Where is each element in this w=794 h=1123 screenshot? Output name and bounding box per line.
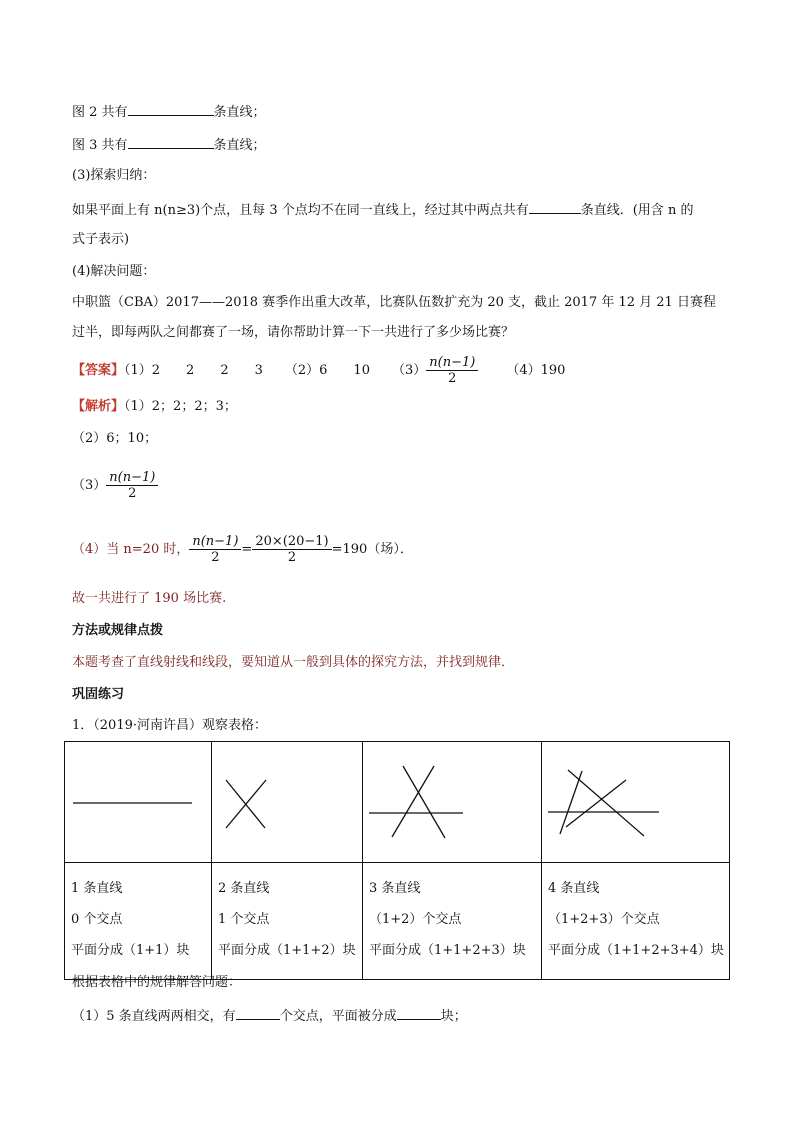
figure-3-lines — [363, 742, 541, 858]
figure-4-line-rising — [566, 780, 626, 827]
analysis-eq-fraction2-denominator: 2 — [287, 550, 297, 565]
q3-line1-suffix: 条直线．(用含 n 的 — [580, 203, 694, 218]
cell-3-regions: 平面分成（1+1+2+3）块 — [369, 943, 526, 958]
sub1-regions-blank[interactable] — [397, 1005, 441, 1020]
cell-3-points: （1+2）个交点 — [369, 912, 462, 927]
method-heading: 方法或规律点拨 — [72, 623, 164, 638]
answer-part1: （1）2 2 2 3 — [124, 363, 263, 378]
sub1-points-blank[interactable] — [236, 1005, 280, 1020]
q3-heading: (3)探索归纳： — [72, 168, 156, 183]
q3-line1-prefix: 如果平面上有 n(n≥3)个点，且每 3 个点均不在同一直线上，经过其中两点共有 — [72, 203, 529, 218]
answer-part3: （3） — [391, 363, 427, 378]
figure-3-line-rising — [392, 766, 434, 837]
figure-4-line-falling — [568, 770, 644, 836]
answer-part2: （2）6 10 — [284, 363, 370, 378]
fig2-suffix: 条直线； — [213, 105, 266, 120]
figure-cell-1-line — [65, 742, 212, 863]
fig3-suffix: 条直线； — [213, 138, 266, 153]
analysis-fraction-denominator: 2 — [128, 486, 137, 501]
fig3-answer-blank[interactable] — [128, 134, 214, 149]
cell-1-points: 0 个交点 — [71, 912, 123, 927]
figure-cell-3-lines — [363, 742, 542, 863]
table-text-row — [65, 863, 730, 980]
cell-4-regions: 平面分成（1+1+2+3+4）块 — [548, 943, 724, 958]
figure-cell-4-lines — [542, 742, 730, 863]
analysis-conclusion: 故一共进行了 190 场比赛. — [72, 591, 227, 606]
analysis-part3-prefix: （3） — [72, 478, 107, 493]
observation-table — [64, 741, 730, 980]
answer-line — [72, 355, 565, 386]
fig3-prefix: 图 3 共有 — [72, 138, 128, 153]
cell-2-regions: 平面分成（1+1+2）块 — [218, 943, 356, 958]
figure-2-lines — [212, 742, 362, 858]
cell-4-lines: 4 条直线 — [548, 881, 600, 896]
analysis-eq-fraction2 — [252, 534, 331, 565]
figure-cell-2-lines — [212, 742, 363, 863]
q4-line2: 过半，即每两队之间都赛了一场，请你帮助计算一下一共进行了多少场比赛？ — [72, 325, 515, 340]
sub1-part-a: （1）5 条直线两两相交，有 — [72, 1009, 236, 1024]
cell-2-lines: 2 条直线 — [218, 881, 270, 896]
method-text: 本题考查了直线射线和线段，要知道从一般到具体的探究方法，并找到规律． — [72, 655, 515, 670]
q3-line2: 式子表示) — [72, 232, 130, 247]
analysis-line4 — [72, 534, 413, 565]
answer-fraction — [426, 355, 478, 386]
practice-q1-intro: 1．（2019·河南许昌）观察表格： — [72, 718, 267, 733]
analysis-line1 — [72, 398, 237, 416]
answer-tag: 【答案】 — [72, 363, 125, 378]
analysis-eq-fraction1-numerator: n(n−1) — [189, 534, 241, 550]
fig2-line — [72, 101, 266, 122]
practice-heading: 巩固练习 — [72, 687, 125, 702]
analysis-eq-result: =190（场）． — [331, 542, 413, 557]
fig2-prefix: 图 2 共有 — [72, 105, 128, 120]
figure-3-line-falling — [403, 766, 445, 838]
q3-answer-blank[interactable] — [529, 199, 581, 214]
analysis-fraction-numerator: n(n−1) — [106, 470, 158, 486]
sub1-part-b: 个交点，平面被分成 — [279, 1009, 397, 1024]
q4-line1: 中职篮（CBA）2017——2018 赛季作出重大改革，比赛队伍数扩充为 20 支，截止 2017 年 12 月 21 日赛程 — [72, 295, 716, 310]
analysis-line2: （2）6；10； — [72, 431, 158, 446]
figure-4-lines — [542, 742, 728, 858]
answer-fraction-denominator: 2 — [448, 371, 457, 386]
table-cell-2 — [212, 863, 363, 980]
q3-line1 — [72, 199, 693, 220]
table-cell-3 — [363, 863, 542, 980]
analysis-tag: 【解析】 — [72, 399, 125, 414]
analysis-line3 — [72, 470, 158, 501]
figure-4-line-steep — [560, 771, 582, 834]
analysis-part1: （1）2；2；2；3； — [124, 399, 237, 414]
cell-3-lines: 3 条直线 — [369, 881, 421, 896]
analysis-fraction — [106, 470, 158, 501]
cell-4-points: （1+2+3）个交点 — [548, 912, 660, 927]
analysis-eq-fraction2-numerator: 20×(20−1) — [252, 534, 331, 550]
sub1-part-c: 块； — [440, 1009, 467, 1024]
answer-fraction-numerator: n(n−1) — [426, 355, 478, 371]
after-table-text: 根据表格中的规律解答问题： — [72, 975, 242, 990]
cell-1-lines: 1 条直线 — [71, 881, 123, 896]
cell-2-points: 1 个交点 — [218, 912, 270, 927]
analysis-part4-prefix: （4）当 n=20 时， — [72, 542, 190, 557]
practice-sub1 — [72, 1005, 467, 1026]
fig2-answer-blank[interactable] — [128, 101, 214, 116]
analysis-eq-sign: = — [241, 542, 253, 557]
figure-1-line — [65, 742, 211, 858]
q4-heading: (4)解决问题： — [72, 264, 156, 279]
table-cell-4 — [542, 863, 730, 980]
analysis-eq-fraction1-denominator: 2 — [211, 550, 220, 565]
fig3-line — [72, 134, 266, 155]
table-cell-1 — [65, 863, 212, 980]
answer-part4: （4）190 — [506, 363, 566, 378]
analysis-eq-fraction1 — [189, 534, 241, 565]
table-figure-row — [65, 742, 730, 863]
cell-1-regions: 平面分成（1+1）块 — [71, 943, 190, 958]
